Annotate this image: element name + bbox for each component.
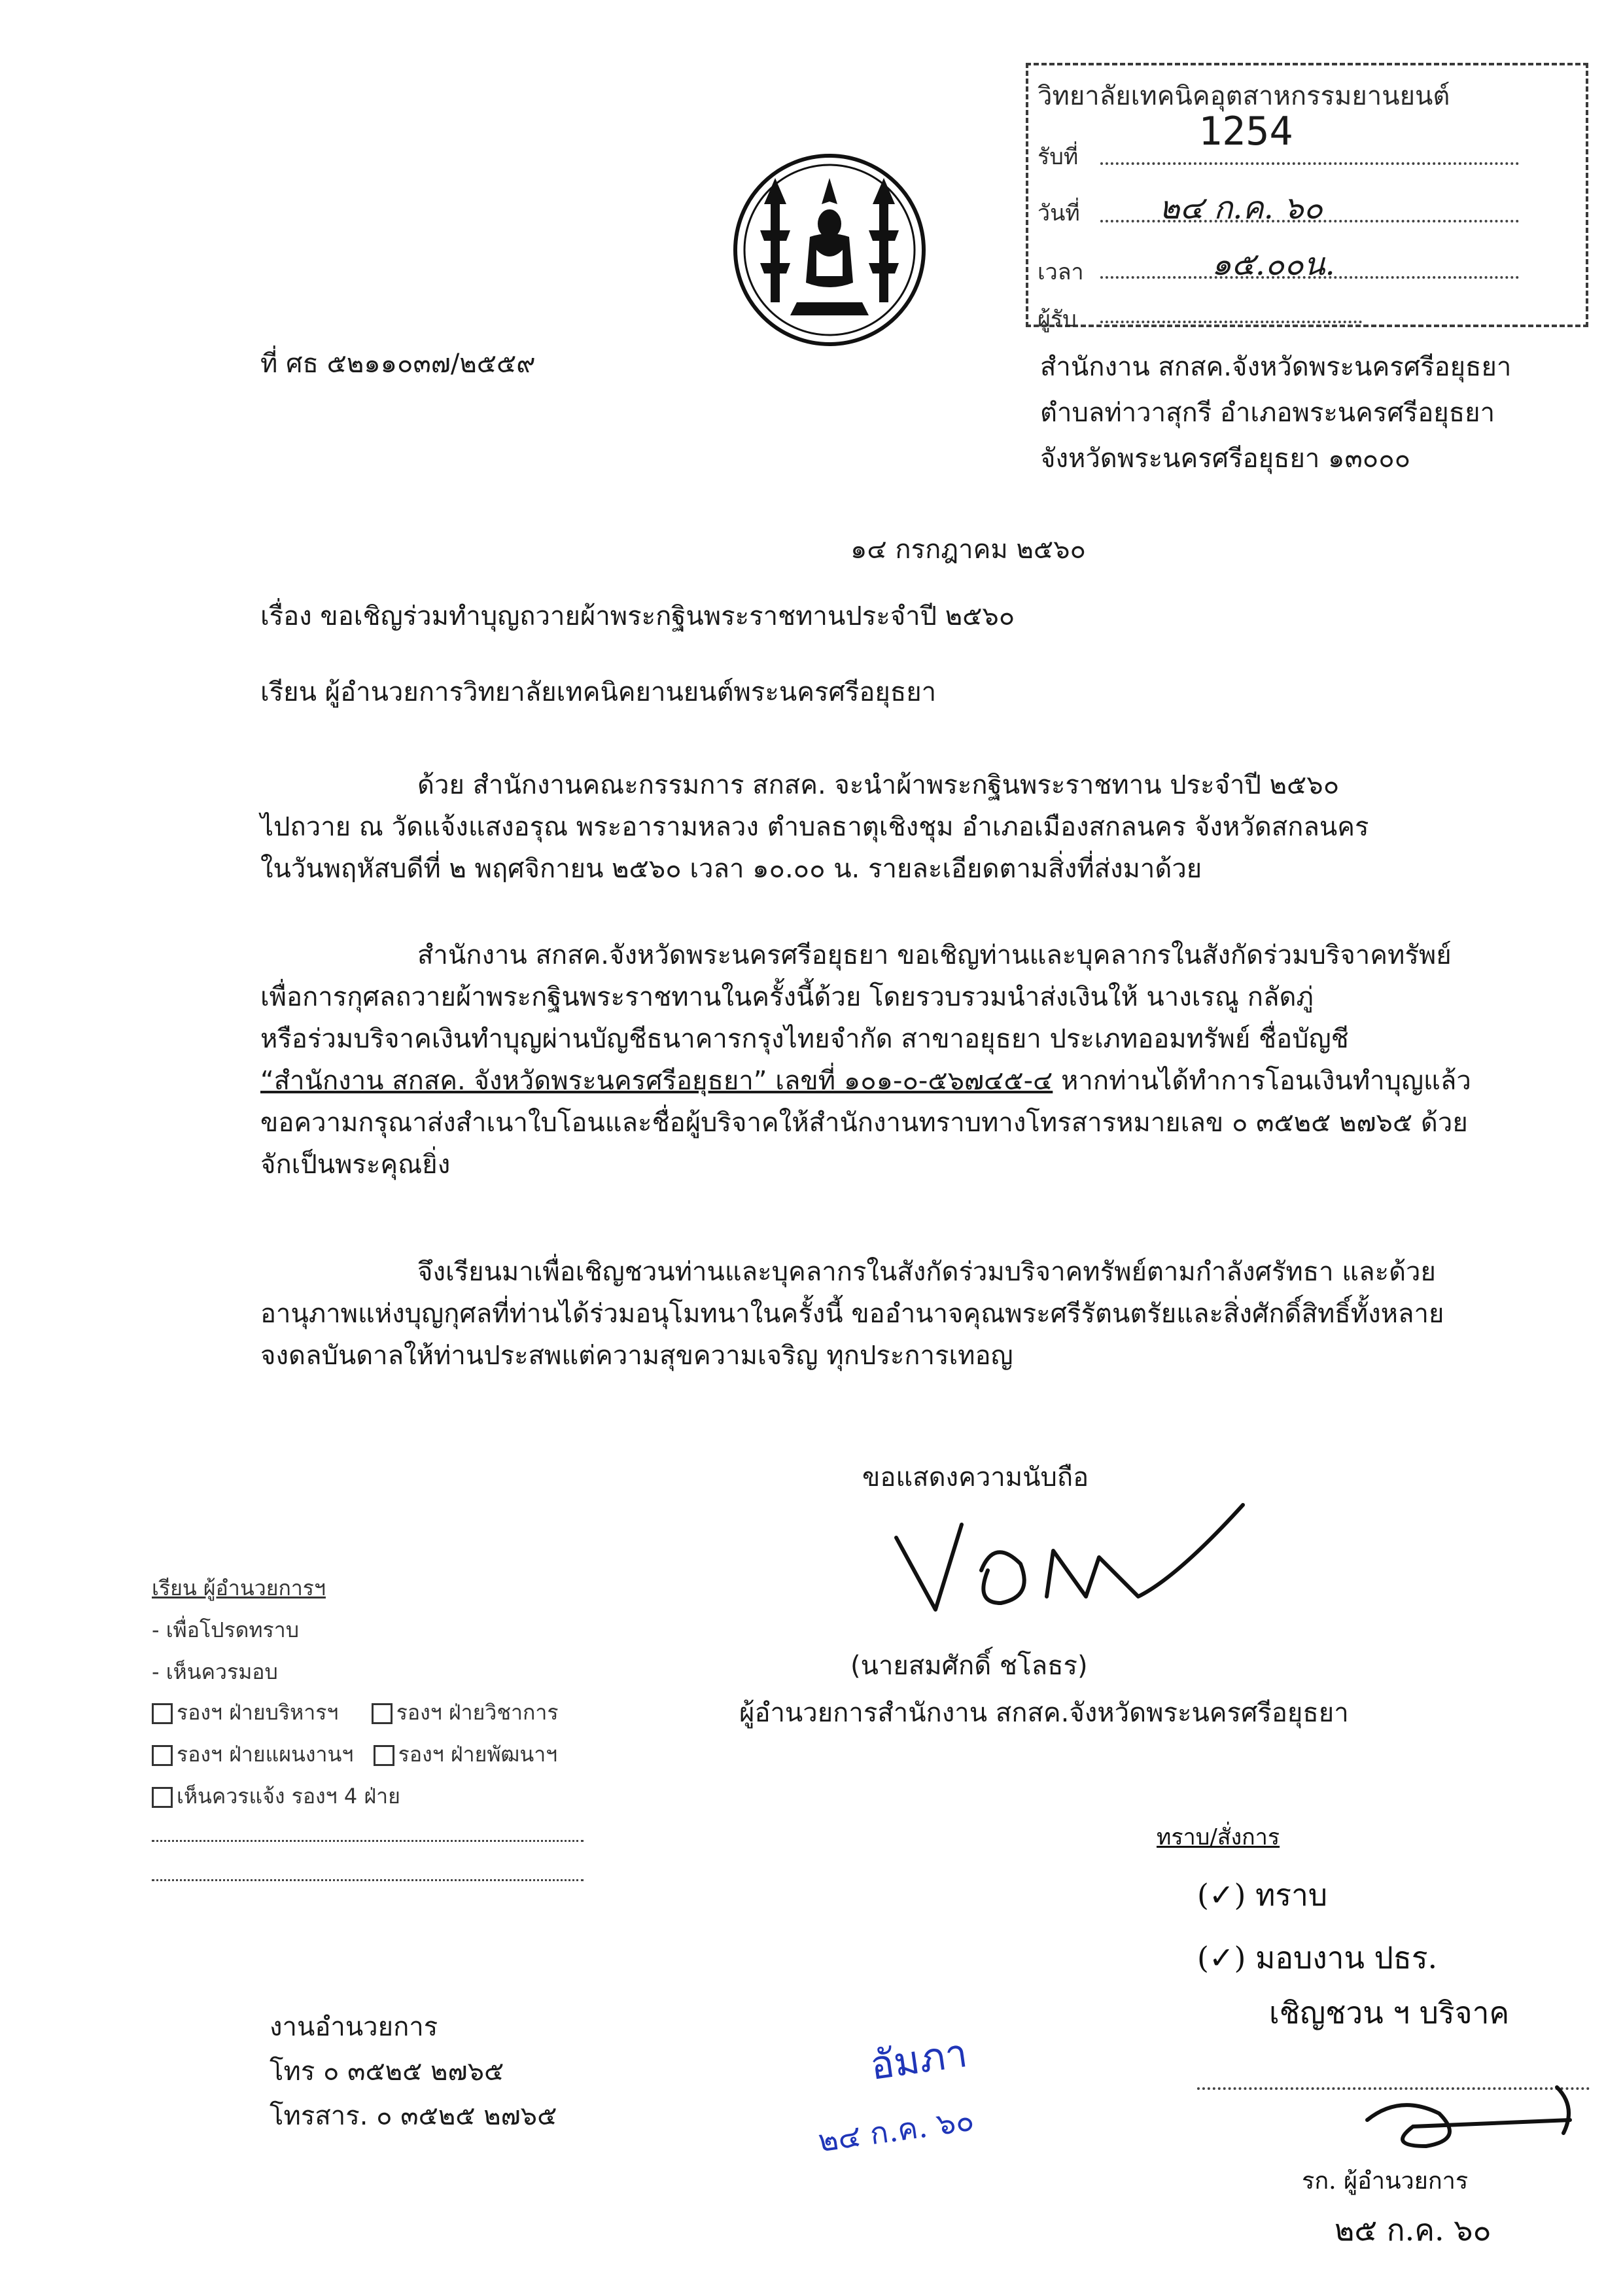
body-line: ไปถวาย ณ วัดแจ้งแสงอรุณ พระอารามหลวง ตำบลธาตุเชิงชุม อำเภอเมืองสกลนคร จังหวัดสกลนคร	[260, 812, 1369, 842]
closing-greeting: ขอแสดงความนับถือ	[862, 1462, 1089, 1492]
checkbox-label: รองฯ ฝ่ายแผนงานฯ	[177, 1742, 354, 1767]
signatory-name: (นายสมศักดิ์ ชโลธร)	[850, 1651, 1088, 1681]
body-line: จงดลบันดาลให้ท่านประสพแต่ความสุขความเจริญ ทุกประการเทอญ	[260, 1341, 1013, 1371]
footer-fax: โทรสาร. ๐ ๓๕๒๕ ๒๗๖๕	[270, 2101, 557, 2131]
routing-note-item: - เห็นควรมอบ	[152, 1659, 278, 1684]
stamp-date: ๒๔ ก.ค. ๖๐	[1159, 190, 1323, 226]
stamp-receiver-label: ผู้รับ	[1038, 306, 1077, 332]
salutation-line: เรียน ผู้อำนวยการวิทยาลัยเทคนิคยานยนต์พระนครศรีอยุธยา	[260, 677, 937, 707]
checkbox[interactable]	[152, 1745, 173, 1766]
checkbox-label: เห็นควรแจ้ง รองฯ 4 ฝ่าย	[177, 1784, 400, 1809]
letter-date: ๑๔ กรกฎาคม ๒๕๖๐	[850, 535, 1086, 565]
body-line: สำนักงาน สกสค.จังหวัดพระนครศรีอยุธยา ขอเชิญท่านและบุคลากรในสังกัดร่วมบริจาคทรัพย์	[417, 940, 1452, 970]
body-line-account	[260, 1060, 1511, 1102]
sender-address-line: สำนักงาน สกสค.จังหวัดพระนครศรีอยุธยา	[1040, 352, 1512, 382]
blue-initials: อัมภา	[867, 2030, 971, 2090]
received-stamp	[1026, 63, 1588, 332]
bank-account-name: “สำนักงาน สกสค. จังหวัดพระนครศรีอยุธยา” เลขที่ ๑๐๑-๐-๕๖๗๔๕-๔	[260, 1066, 1053, 1096]
routing-note-item: - เพื่อโปรดทราบ	[152, 1617, 299, 1642]
order-line-3: เชิญชวน ฯ บริจาค	[1269, 1995, 1510, 2030]
body-line: ในวันพฤหัสบดีที่ ๒ พฤศจิกายน ๒๕๖๐ เวลา ๑๐.๐๐ น. รายละเอียดตามสิ่งที่ส่งมาด้วย	[260, 854, 1202, 884]
body-paragraph-2	[260, 934, 1511, 1186]
checkbox[interactable]	[152, 1787, 173, 1808]
routing-dotline	[152, 1879, 584, 1881]
body-paragraph-1	[260, 764, 1511, 890]
checkbox[interactable]	[372, 1703, 393, 1724]
body-line: จึงเรียนมาเพื่อเชิญชวนท่านและบุคลากรในสังกัดร่วมบริจาคทรัพย์ตามกำลังศรัทธา และด้วย	[417, 1257, 1436, 1287]
document-number: ที่ ศธ ๕๒๑๑๐๓๗/๒๕๕๙	[260, 349, 536, 379]
order-line-1: (✓) ทราบ	[1197, 1877, 1328, 1913]
stamp-institution: วิทยาลัยเทคนิคอุตสาหกรรมยานยนต์	[1038, 81, 1450, 111]
body-text: หากท่านได้ทำการโอนเงินทำบุญแล้ว	[1053, 1066, 1471, 1096]
checkbox-label: รองฯ ฝ่ายวิชาการ	[396, 1700, 559, 1725]
signatory-position: ผู้อำนวยการสำนักงาน สกสค.จังหวัดพระนครศรีอยุธยา	[739, 1698, 1349, 1728]
order-title: ทราบ/สั่งการ	[1157, 1824, 1280, 1850]
checkbox-label: รองฯ ฝ่ายพัฒนาฯ	[398, 1742, 558, 1767]
checkbox-label: รองฯ ฝ่ายบริหารฯ	[177, 1700, 339, 1725]
stamp-recv-no: 1254	[1198, 109, 1293, 154]
routing-note-title: เรียน ผู้อำนวยการฯ	[152, 1576, 326, 1600]
body-line: ด้วย สำนักงานคณะกรรมการ สกสค. จะนำผ้าพระกฐินพระราชทาน ประจำปี ๒๕๖๐	[417, 770, 1340, 800]
stamp-date-label: วันที่	[1038, 200, 1080, 226]
order-line-2: (✓) มอบงาน ปธร.	[1197, 1940, 1438, 1975]
seal-emblem-icon	[731, 152, 928, 348]
stamp-dotline	[1100, 162, 1519, 165]
footer-contact	[270, 2005, 557, 2138]
body-line: หรือร่วมบริจาคเงินทำบุญผ่านบัญชีธนาคารกรุงไทยจำกัด สาขาอยุธยา ประเภทออมทรัพย์ ชื่อบัญชี	[260, 1024, 1349, 1054]
routing-note	[152, 1572, 597, 1899]
director-label: รก. ผู้อำนวยการ	[1302, 2168, 1469, 2195]
sender-address-line: ตำบลท่าวาสุกรี อำเภอพระนครศรีอยุธยา	[1040, 398, 1495, 428]
stamp-time-label: เวลา	[1038, 259, 1084, 285]
checkbox[interactable]	[374, 1745, 394, 1766]
order-text: มอบงาน ปธร.	[1255, 1940, 1438, 1975]
routing-checkbox-row	[152, 1780, 400, 1813]
director-signature-icon	[1361, 2081, 1583, 2153]
order-text: ทราบ	[1255, 1877, 1328, 1913]
director-date: ๒๕ ก.ค. ๖๐	[1335, 2212, 1492, 2248]
body-line: เพื่อการกุศลถวายผ้าพระกฐินพระราชทานในครั้งนี้ด้วย โดยรวบรวมนำส่งเงินให้ นางเรณู กลัดภู่	[260, 982, 1314, 1012]
routing-dotline	[152, 1840, 584, 1842]
subject-line: เรื่อง ขอเชิญร่วมทำบุญถวายผ้าพระกฐินพระราชทานประจำปี ๒๕๖๐	[260, 601, 1015, 631]
stamp-time: ๑๕.๐๐น.	[1212, 246, 1335, 283]
routing-checkbox-row	[152, 1696, 559, 1729]
routing-checkbox-row	[152, 1738, 557, 1771]
checkbox[interactable]	[152, 1703, 173, 1724]
body-line: จักเป็นพระคุณยิ่ง	[260, 1150, 451, 1180]
stamp-recv-label: รับที่	[1038, 144, 1079, 170]
stamp-dotline	[1100, 321, 1362, 323]
body-line: อานุภาพแห่งบุญกุศลที่ท่านได้ร่วมอนุโมทนาในครั้งนี้ ขออำนาจคุณพระศรีรัตนตรัยและสิ่งศักดิ์สิทธิ์ทั้งหลาย	[260, 1299, 1444, 1329]
footer-tel: โทร ๐ ๓๕๒๕ ๒๗๖๕	[270, 2057, 504, 2087]
signature-icon	[890, 1498, 1256, 1616]
body-line: ขอความกรุณาส่งสำเนาใบโอนและชื่อผู้บริจาคให้สำนักงานทราบทางโทรสารหมายเลข ๐ ๓๕๒๕ ๒๗๖๕ ด้วย	[260, 1108, 1468, 1138]
sender-address-line: จังหวัดพระนครศรีอยุธยา ๑๓๐๐๐	[1040, 444, 1411, 474]
blue-date: ๒๔ ก.ค. ๖๐	[816, 2102, 977, 2159]
footer-dept: งานอำนวยการ	[270, 2012, 438, 2042]
sender-address	[1040, 344, 1511, 482]
body-paragraph-3	[260, 1251, 1511, 1377]
